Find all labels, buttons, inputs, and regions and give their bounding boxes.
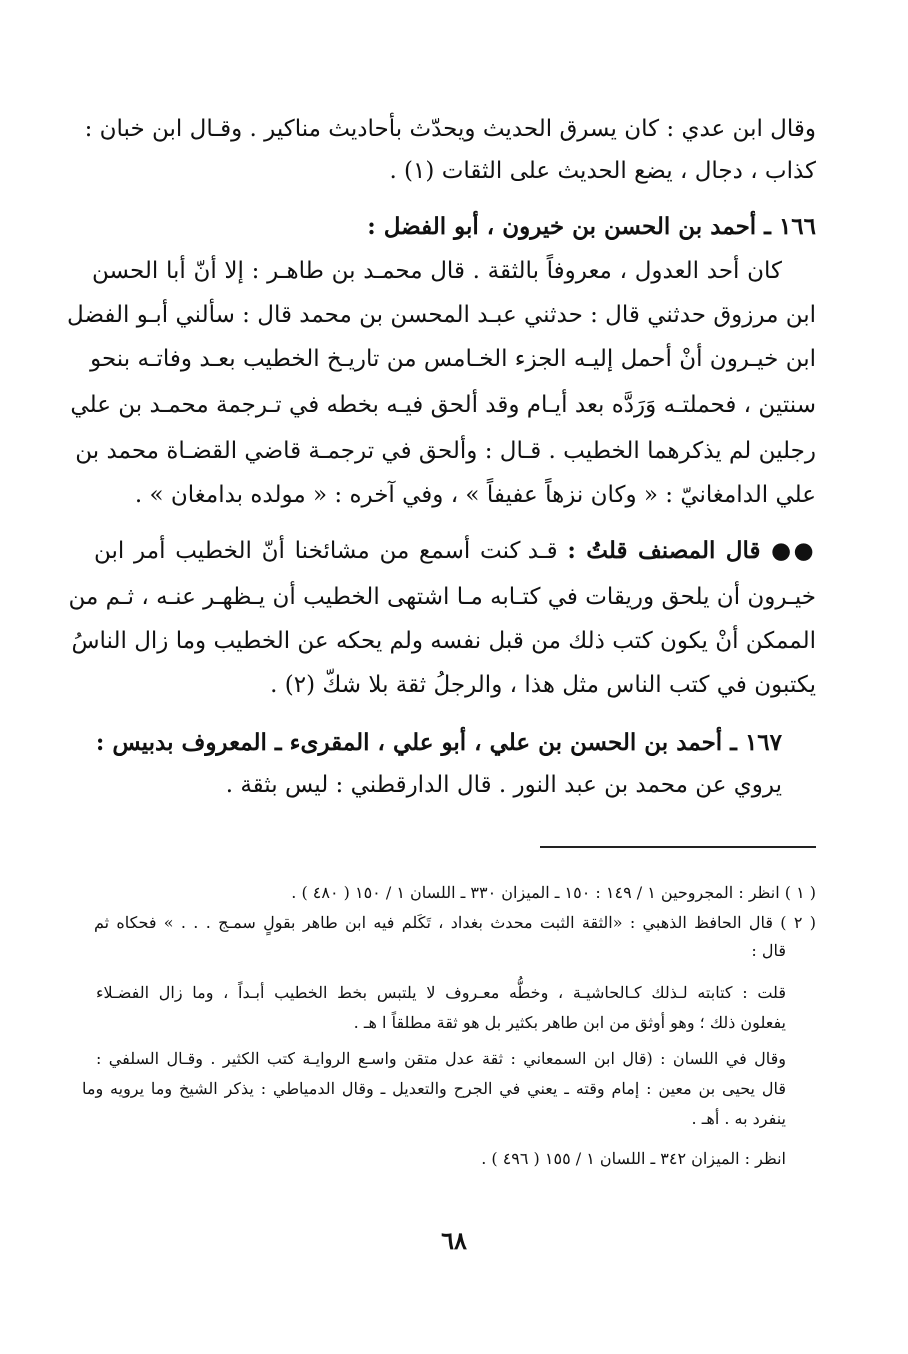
footnote-reference: انظر : الميزان ٣٤٢ ـ اللسان ١ / ١٥٥ ( ٤٩٦ ) . xyxy=(481,1149,786,1168)
footnote-quote-line: قلت : كتابته لـذلك كـالحاشيـة ، وخطُّه معـروف لا يلتبس بخط الخطيب أبـداً ، وما زال الفضـلاء xyxy=(96,983,786,1002)
author-comment-lead: ●● قال المصنف قلتُ : xyxy=(567,537,816,564)
body-line: سنتين ، فحملتـه وَرَدَّه بعد أيـام وقد ألحق فيـه بخطه في تـرجمة محمـد بن علي xyxy=(70,392,816,418)
body-line: وقال ابن عدي : كان يسرق الحديث ويحدّث بأحاديث مناكير . وقـال ابن خبان : xyxy=(84,116,816,142)
author-comment-line xyxy=(94,536,816,566)
entry-heading-167: ١٦٧ ـ أحمد بن الحسن بن علي ، أبو علي ، المقرىء ـ المعروف بدبيس : xyxy=(95,729,782,756)
entry-heading-166: ١٦٦ ـ أحمد بن الحسن بن خيرون ، أبو الفضل : xyxy=(367,213,816,240)
body-line: الممكن أنْ يكون كتب ذلك من قبل نفسه ولم يحكه عن الخطيب وما زال الناسُ xyxy=(71,628,816,654)
body-line: ابن مرزوق حدثني قال : حدثني عبـد المحسن بن محمد قال : سألني أبـو الفضل xyxy=(67,302,816,328)
body-line: يروي عن محمد بن عبد النور . قال الدارقطني : ليس بثقة . xyxy=(225,772,782,798)
footnote-quote-line: ينفرد به . أهـ . xyxy=(691,1109,786,1128)
footnote-2-line: ( ٢ ) قال الحافظ الذهبي : «الثقة الثبت محدث بغداد ، تَكَلم فيه ابن طاهر بقولٍ سمـج . . . » فحكاه ثم xyxy=(94,913,817,932)
body-line: خيـرون أن يلحق وريقات في كتـابه مـا اشتهى الخطيب أن يـظهـر عنـه ، ثـم من xyxy=(68,584,816,610)
footnote-quote-line: يفعلون ذلك ؛ وهو أوثق من ابن طاهر بكثير بل هو ثقة مطلقاً ا هـ . xyxy=(353,1013,786,1032)
footnote-divider xyxy=(540,846,816,848)
footnote-2-line: قال : xyxy=(751,941,786,960)
page-number: ٦٨ xyxy=(441,1226,467,1255)
footnote-quote-line: قال يحيى بن معين : إمام وقته ـ يعني في الجرح والتعديل ـ وقال الدمياطي : يذكر الشيخ وما يرويه وما xyxy=(82,1079,786,1098)
body-line: ابن خيـرون أنْ أحمل إليـه الجزء الخـامس من تاريـخ الخطيب بعـد وفاتـه بنحو xyxy=(90,346,816,372)
body-line: رجلين لم يذكرهما الخطيب . قـال : وألحق في ترجمـة قاضي القضـاة محمد بن xyxy=(75,438,816,464)
footnote-quote-line: وقال في اللسان : (قال ابن السمعاني : ثقة عدل متقن واسـع الروايـة كتب الكثير . وقـال السلفي : xyxy=(96,1049,786,1068)
body-line: علي الدامغانيّ : « وكان نزهاً عفيفاً » ، وفي آخره : « مولده بدامغان » . xyxy=(134,482,816,508)
body-line: يكتبون في كتب الناس مثل هذا ، والرجلُ ثقة بلا شكّ (٢) . xyxy=(270,672,816,698)
author-comment-text: قـد كنت أسمع من مشائخنا أنّ الخطيب أمر ابن xyxy=(94,538,558,564)
body-line: كان أحد العدول ، معروفاً بالثقة . قال محمـد بن طاهـر : إلا أنّ أبا الحسن xyxy=(92,258,782,284)
body-line: كذاب ، دجال ، يضع الحديث على الثقات (١) . xyxy=(389,158,816,184)
footnote-1: ( ١ ) انظر : المجروحين ١ / ١٤٩ : ١٥٠ ـ الميزان ٣٣٠ ـ اللسان ١ / ١٥٠ ( ٤٨٠ ) . xyxy=(291,883,816,902)
